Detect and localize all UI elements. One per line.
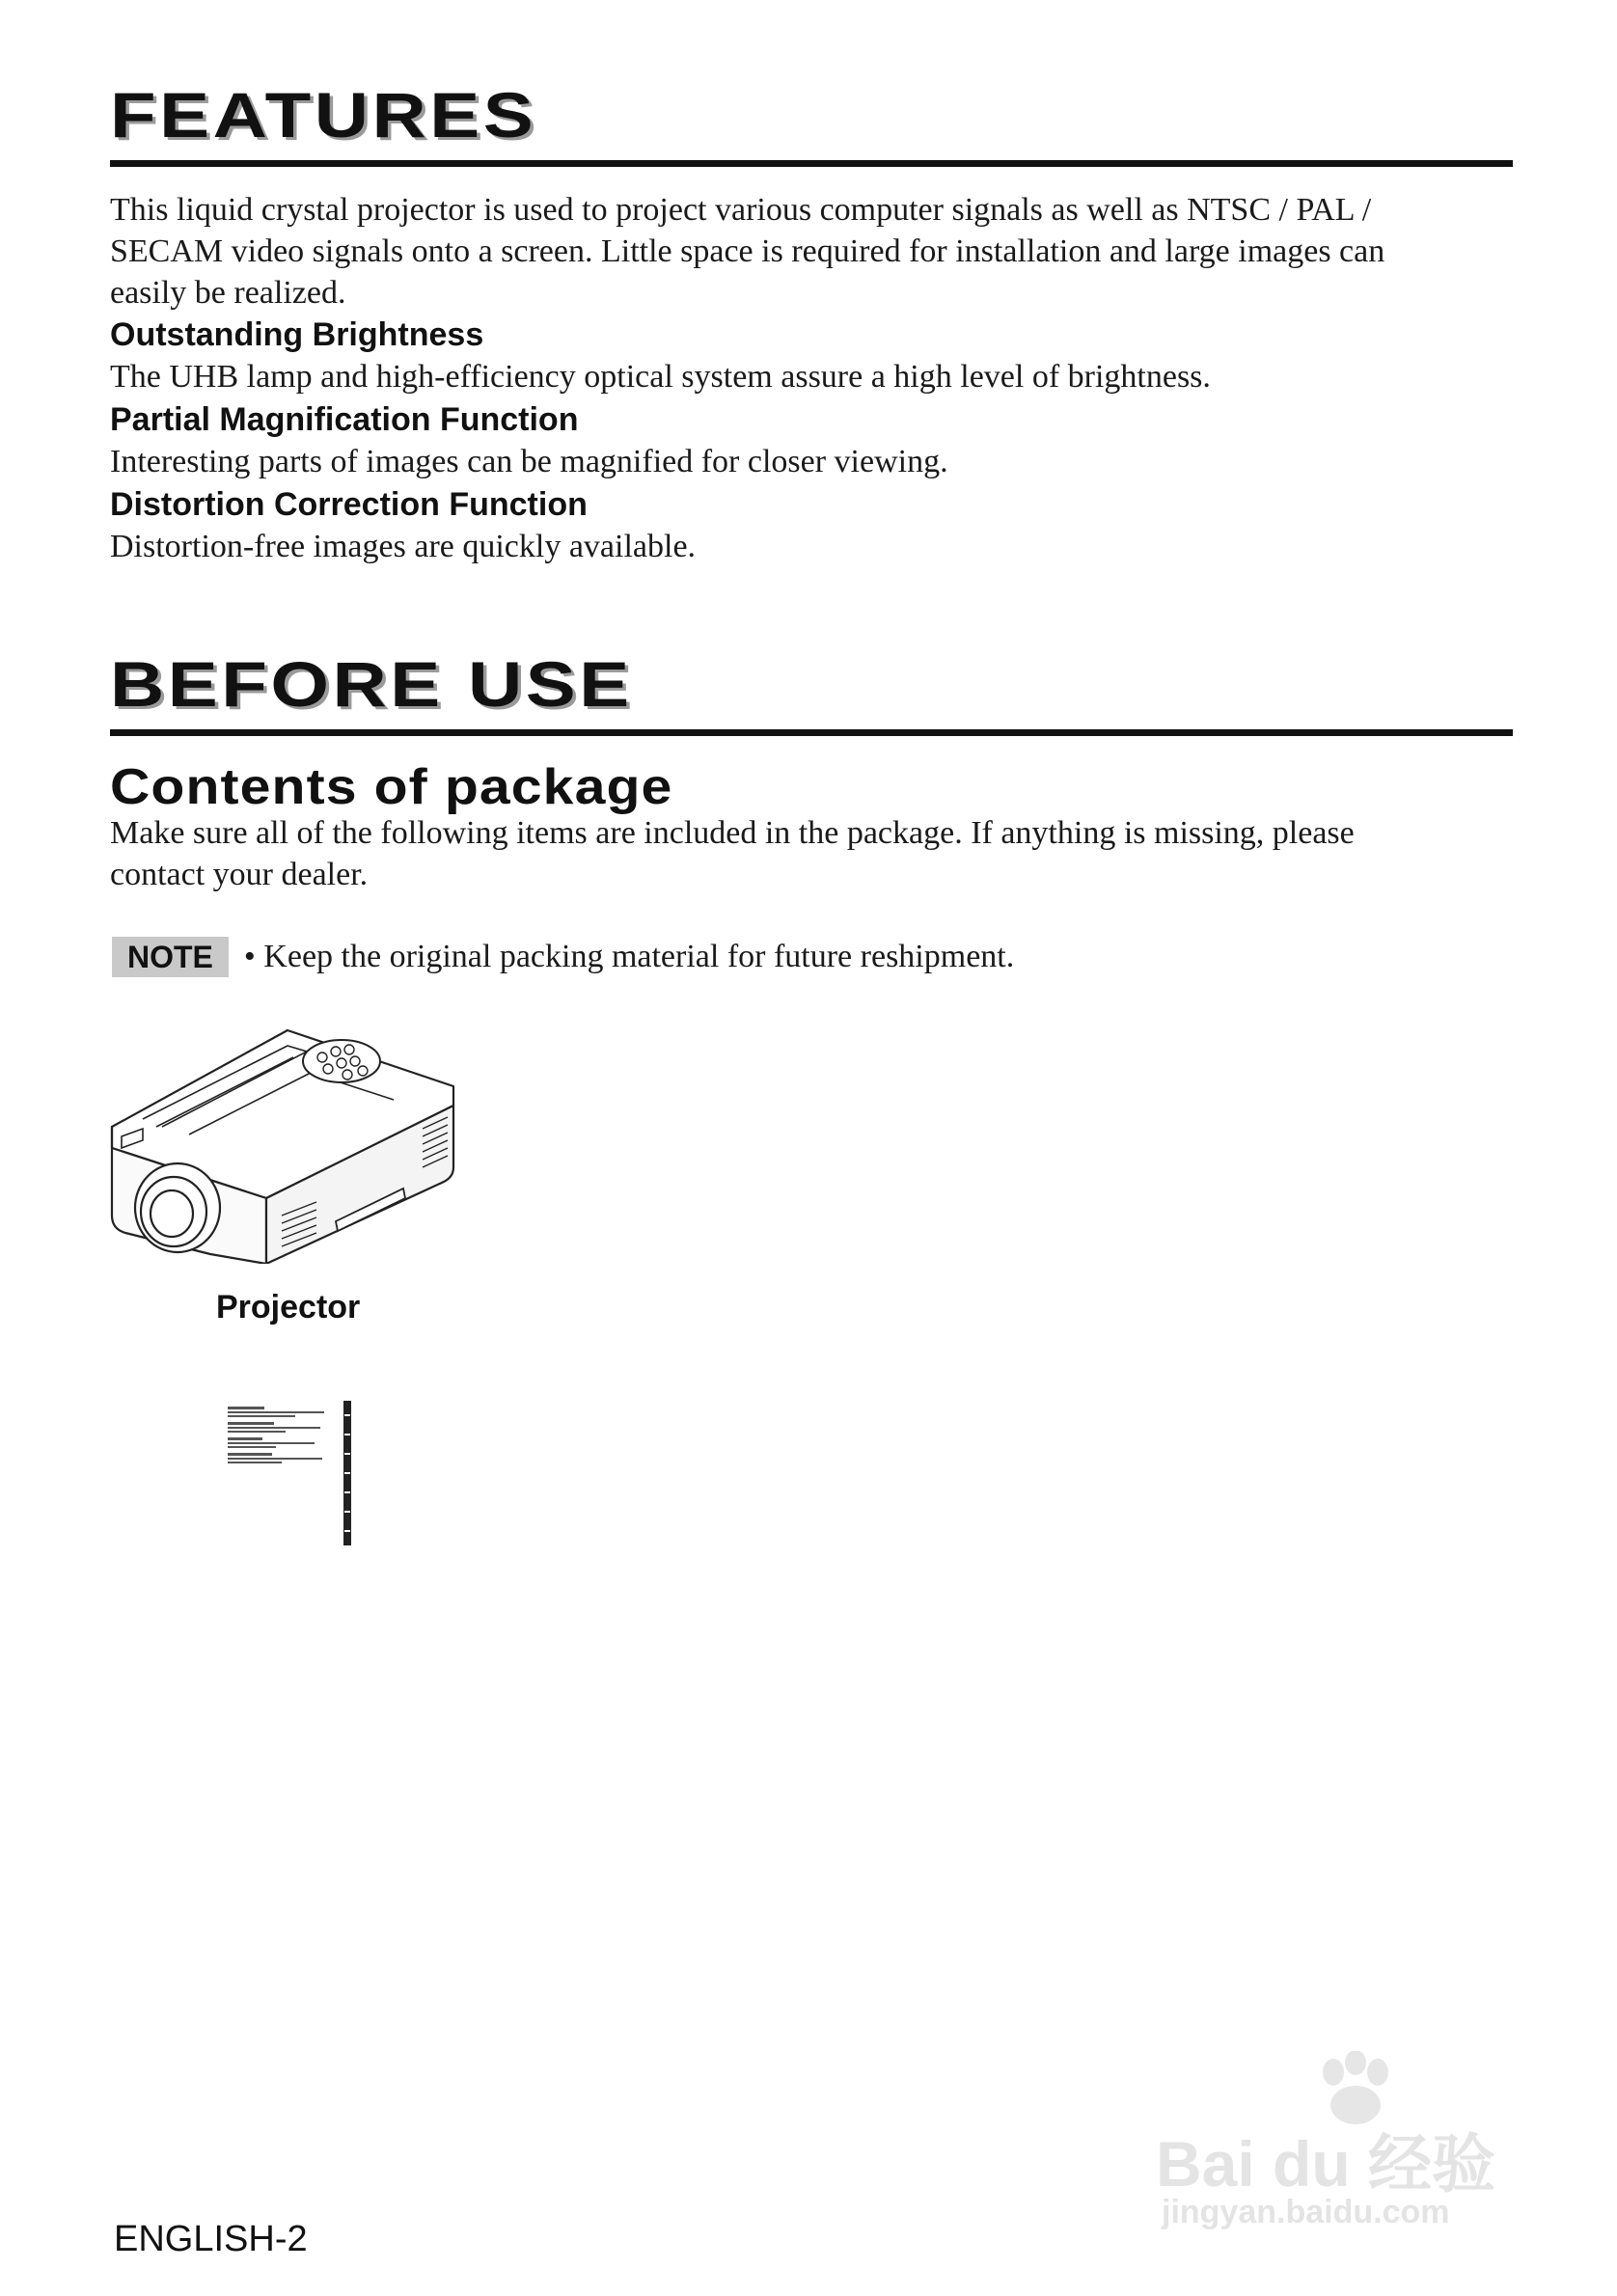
features-intro xyxy=(110,189,1519,314)
before-use-heading: BEFORE USE xyxy=(110,648,633,720)
before-use-rule xyxy=(110,729,1513,736)
features-rule xyxy=(110,160,1513,167)
contents-text xyxy=(110,812,1519,895)
features-heading: FEATURES xyxy=(110,79,537,150)
features-intro-line-1: This liquid crystal projector is used to project various computer signals as well as NTSC / PAL / xyxy=(110,192,1372,228)
feature-title-distortion: Distortion Correction Function xyxy=(110,486,588,523)
feature-text-magnification: Interesting parts of images can be magnified for closer viewing. xyxy=(110,444,948,479)
watermark-brand: Bai du 经验 xyxy=(1156,2128,1496,2200)
feature-text-brightness: The UHB lamp and high-efficiency optical system assure a high level of brightness. xyxy=(110,359,1211,395)
note-text: • Keep the original packing material for future reshipment. xyxy=(243,939,1015,974)
page-number: ENGLISH-2 xyxy=(114,2219,308,2259)
watermark-url: jingyan.baidu.com xyxy=(1162,2194,1450,2230)
note-badge: NOTE xyxy=(112,937,229,977)
contents-text-line-1: Make sure all of the following items are included in the package. If anything is missing, please xyxy=(110,815,1355,851)
feature-title-brightness: Outstanding Brightness xyxy=(110,316,484,353)
contents-of-package-heading: Contents of package xyxy=(110,759,673,815)
feature-text-distortion: Distortion-free images are quickly available. xyxy=(110,529,697,564)
note-row xyxy=(112,936,1014,977)
user-manual-illustration xyxy=(222,1395,357,1549)
features-intro-line-3: easily be realized. xyxy=(110,275,346,311)
feature-title-magnification: Partial Magnification Function xyxy=(110,401,579,438)
features-intro-line-2: SECAM video signals onto a screen. Little space is required for installation and large images can xyxy=(110,233,1385,269)
lens-icon xyxy=(135,1163,220,1252)
contents-text-line-2: contact your dealer. xyxy=(110,857,369,892)
projector-illustration xyxy=(104,1023,480,1264)
projector-caption: Projector xyxy=(216,1289,361,1326)
baidu-watermark xyxy=(1148,2051,1553,2234)
